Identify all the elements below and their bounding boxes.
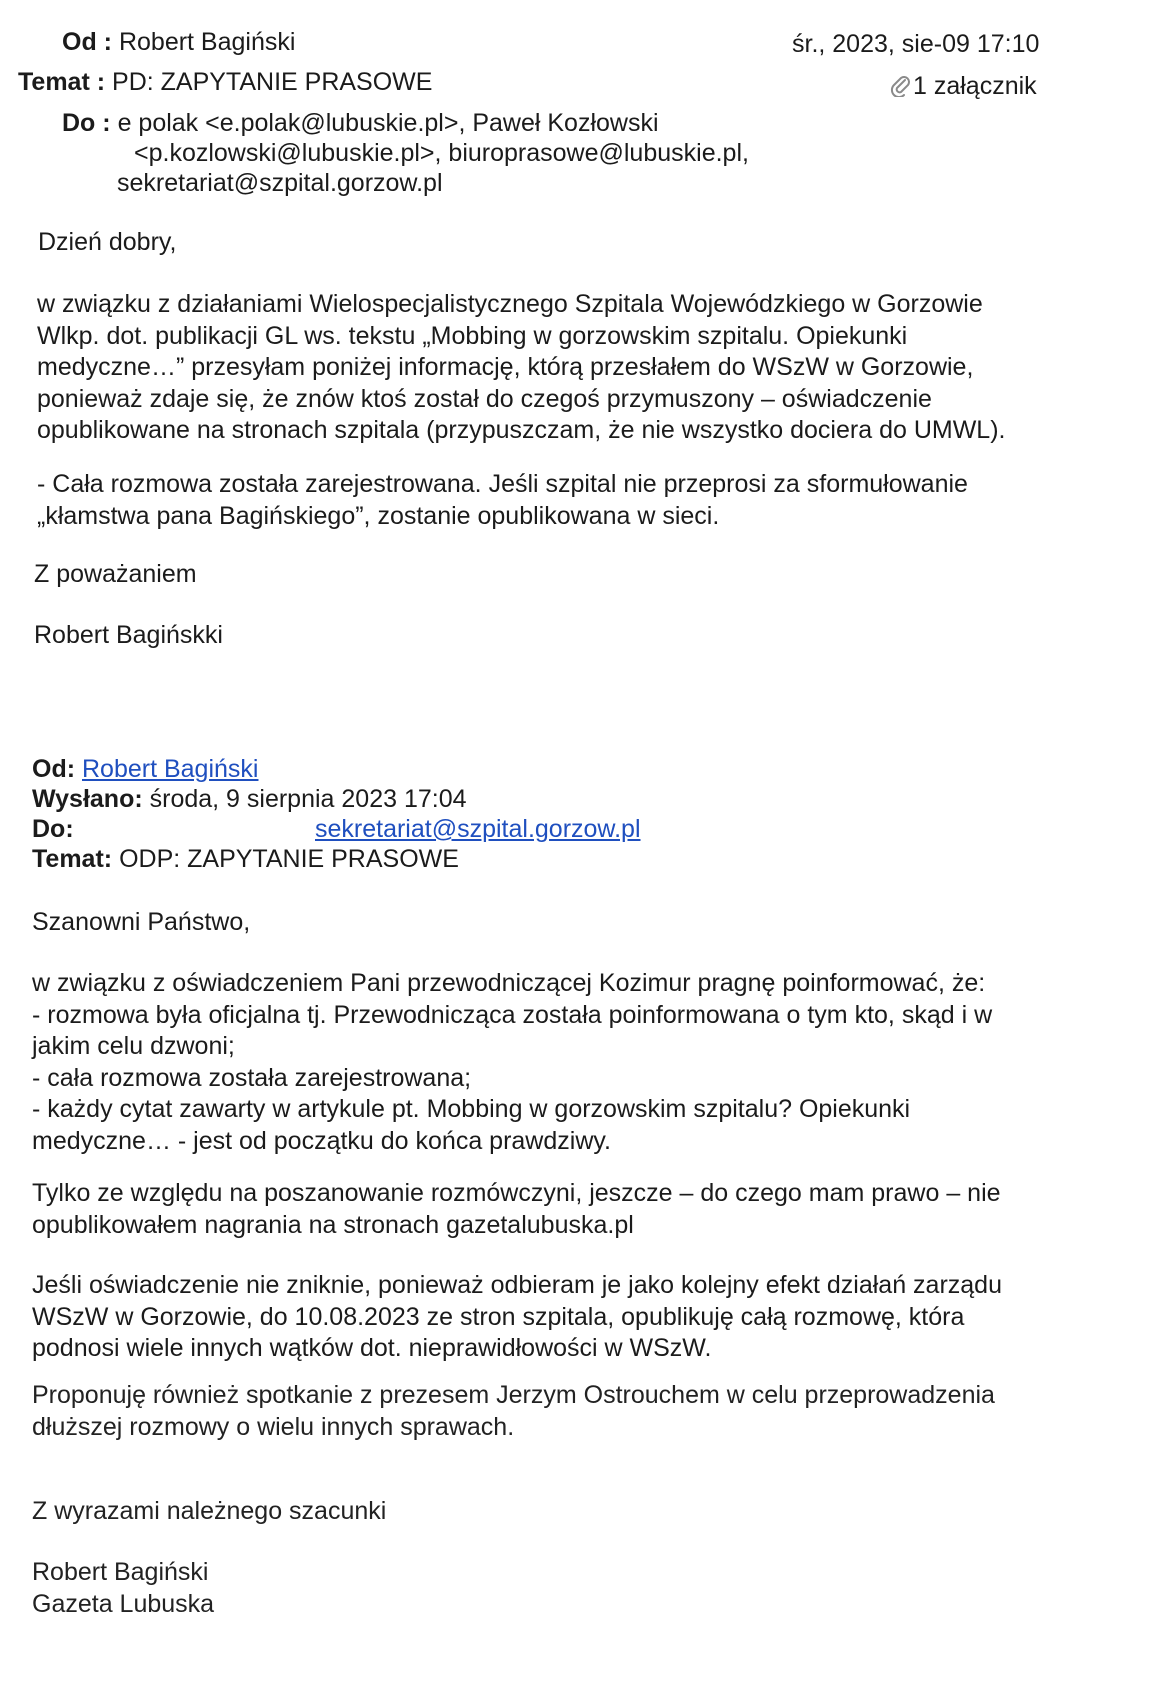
email1-closing: Z poważaniem	[34, 560, 197, 588]
text-line: Jeśli oświadczenie nie zniknie, ponieważ odbieram je jako kolejny efekt działań zarządu	[32, 1271, 1002, 1299]
email1-signature: Robert Bagińskki	[34, 621, 223, 649]
paperclip-icon	[890, 75, 912, 97]
email2-sent-row	[32, 785, 467, 814]
text-line: opublikowałem nagrania na stronach gazetalubuska.pl	[32, 1210, 634, 1239]
text-line: medyczne…” przesyłam poniżej informację, którą przesłałem do WSzW w Gorzowie,	[37, 353, 974, 381]
email1-attachment-label: 1 załącznik	[913, 72, 1037, 100]
text-line: - cała rozmowa została zarejestrowana;	[32, 1063, 472, 1092]
email2-paragraph-4	[32, 1380, 995, 1443]
text-line: - Cała rozmowa została zarejestrowana. Jeśli szpital nie przeprosi za sformułowanie	[37, 470, 968, 498]
email1-to-label: Do :	[62, 109, 111, 137]
email1-from-row	[62, 28, 295, 57]
email2-to-value[interactable]: sekretariat@szpital.gorzow.pl	[315, 815, 641, 843]
text-line: medyczne… - jest od początku do końca prawdziwy.	[32, 1126, 611, 1155]
email2-closing: Z wyrazami należnego szacunki	[32, 1497, 387, 1525]
email1-subject-label: Temat :	[18, 68, 106, 96]
text-line: podnosi wiele innych wątków dot. nieprawidłowości w WSzW.	[32, 1334, 712, 1362]
email1-to-line: e polak <e.polak@lubuskie.pl>, Paweł Kozłowski	[117, 109, 659, 137]
signature-organization: Gazeta Lubuska	[32, 1589, 215, 1618]
email1-to-row	[62, 109, 659, 138]
email2-from-label: Od:	[32, 755, 76, 783]
email2-sent-value: środa, 9 sierpnia 2023 17:04	[149, 785, 467, 813]
email2-paragraph-2	[32, 1178, 1001, 1241]
email2-signature	[32, 1557, 214, 1620]
email2-from-link[interactable]: Robert Bagiński	[82, 755, 259, 783]
email2-subject-label: Temat:	[32, 845, 113, 873]
text-line: jakim celu dzwoni;	[32, 1032, 235, 1060]
email1-subject-value: PD: ZAPYTANIE PRASOWE	[112, 68, 433, 96]
signature-name: Robert Bagiński	[32, 1558, 209, 1586]
text-line: Proponuję również spotkanie z prezesem Jerzym Ostrouchem w celu przeprowadzenia	[32, 1381, 995, 1409]
text-line: WSzW w Gorzowie, do 10.08.2023 ze stron szpitala, opublikuję całą rozmowę, która	[32, 1302, 965, 1331]
email1-to-line: sekretariat@szpital.gorzow.pl	[117, 169, 443, 197]
email1-date: śr., 2023, sie-09 17:10	[792, 30, 1040, 58]
email2-to-link[interactable]	[315, 815, 641, 844]
text-line: Tylko ze względu na poszanowanie rozmówczyni, jeszcze – do czego mam prawo – nie	[32, 1179, 1001, 1207]
email1-paragraph-1	[37, 289, 1005, 447]
text-line: ponieważ zdaje się, że znów ktoś został do czegoś przymuszony – oświadczenie	[37, 384, 932, 413]
text-line: - każdy cytat zawarty w artykule pt. Mobbing w gorzowskim szpitalu? Opiekunki	[32, 1095, 911, 1123]
text-line: dłuższej rozmowy o wielu innych sprawach.	[32, 1412, 515, 1441]
email2-subject-row	[32, 845, 459, 874]
email1-paragraph-2	[37, 469, 968, 532]
email2-to-label: Do:	[32, 815, 74, 843]
email1-to-line: <p.kozlowski@lubuskie.pl>, biuroprasowe@lubuskie.pl,	[134, 139, 749, 167]
email1-attachment[interactable]	[890, 72, 1037, 101]
email2-sent-label: Wysłano:	[32, 785, 143, 813]
email2-paragraph-1	[32, 968, 992, 1157]
email2-from-row	[32, 755, 258, 784]
email2-subject-value: ODP: ZAPYTANIE PRASOWE	[119, 845, 459, 873]
email1-from-label: Od :	[62, 28, 112, 56]
email2-to-row	[32, 815, 74, 844]
email1-subject-row	[18, 68, 432, 97]
text-line: - rozmowa była oficjalna tj. Przewodnicząca została poinformowana o tym kto, skąd i w	[32, 1000, 993, 1029]
text-line: w związku z oświadczeniem Pani przewodniczącej Kozimur pragnę poinformować, że:	[32, 969, 986, 997]
email1-from-value: Robert Bagiński	[118, 28, 296, 56]
email1-greeting: Dzień dobry,	[38, 228, 177, 256]
text-line: „kłamstwa pana Bagińskiego”, zostanie opublikowana w sieci.	[37, 501, 720, 530]
email2-greeting: Szanowni Państwo,	[32, 908, 251, 936]
email2-paragraph-3	[32, 1270, 1002, 1365]
text-line: opublikowane na stronach szpitala (przypuszczam, że nie wszystko dociera do UMWL).	[37, 416, 1006, 444]
text-line: w związku z działaniami Wielospecjalistycznego Szpitala Wojewódzkiego w Gorzowie	[37, 290, 983, 318]
text-line: Wlkp. dot. publikacji GL ws. tekstu „Mobbing w gorzowskim szpitalu. Opiekunki	[37, 321, 908, 350]
